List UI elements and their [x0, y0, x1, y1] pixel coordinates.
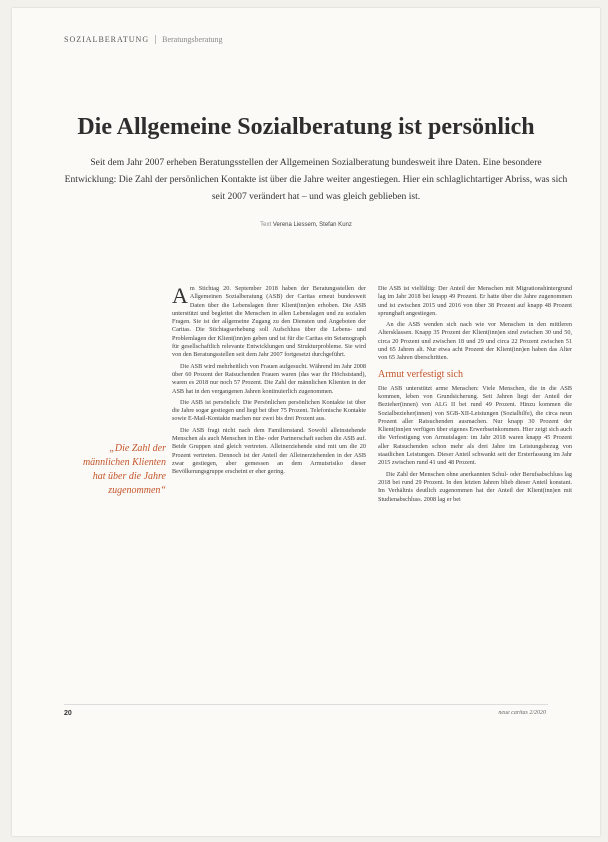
article-column-left — [172, 285, 366, 677]
drop-cap: A — [172, 285, 188, 308]
body-paragraph: Die Zahl der Menschen ohne anerkannten Schul- oder Berufsabschluss lag 2018 bei rund 29 Prozent. In den letzten Jahren blieb dieser Anteil konstant. Im Verhältnis deutlich zugenommen hat der Anteil der Klient(inn)en mit Studienabschluss. 2008 lag er bei — [378, 470, 572, 503]
article-headline: Die Allgemeine Sozialberatung ist persönlich — [77, 114, 535, 140]
article-column-right — [378, 285, 572, 677]
body-paragraph: Die ASB unterstützt arme Menschen: Viele Menschen, die in die ASB kommen, leben von Grundsicherung. Seit Jahren liegt der Anteil der Bezieher(innen) von ALG II bei rund 49 Prozent. Hinzu kommen die Sozialbezieher(innen) von SGB-XII-Leistungen (Sozialhilfe), die circa neun Prozent aller Ratsuchenden ausmachen. Nur knapp 30 Prozent der Klient(inn)en verfügen über eigenes Erwerbseinkommen. Hier zeigt sich auch die Verfestigung von Armutslagen: im Jahr 2018 waren knapp 45 Prozent aller Ratsuchenden schon mehr als drei Jahre im Leistungsbezug von staatlichen Leistungen. Dieser Anteil schwankt seit der Ersterfassung im Jahr 2015 zwischen rund 41 und 48 Prozent. — [378, 384, 572, 467]
author-names: Verena Liessem, Stefan Kunz — [272, 222, 352, 228]
footer-rule — [64, 704, 548, 705]
author-label: Text — [260, 222, 272, 228]
page-number: 20 — [64, 710, 72, 717]
article-lede: Seit dem Jahr 2007 erheben Beratungsstellen der Allgemeinen Sozialberatung bundesweit ihre Daten. Eine besondere Entwicklung: Die Zahl der persönlichen Kontakte ist über die Jahre weiter angestiegen. Hier ein schlaglichtartiger Abriss, was sich seit 2007 verändert hat – und was gleich geblieben ist. — [64, 157, 568, 202]
running-head-section: SOZIALBERATUNG — [64, 35, 150, 44]
running-head-subsection: Beratungsberatung — [155, 35, 222, 44]
pull-quote: „Die Zahl der männlichen Klienten hat über die Jahre zugenommen“ — [82, 443, 166, 496]
body-paragraph: Die ASB ist persönlich: Die Persönlichen persönlichen Kontakte ist über die Jahre sogar gestiegen und liegt bei über 75 Prozent. Telefonische Kontakte sowie E-Mail-Kontakte machen nur zwei bis drei Prozent aus. — [172, 398, 366, 423]
body-paragraph: Die ASB wird mehrheitlich von Frauen aufgesucht. Während im Jahr 2008 über 60 Prozent der Ratsuchenden Frauen waren (das war ihr Höchststand), waren es 2018 nur noch 57 Prozent. Die Zahl der männlichen Klienten in der ASB hat in den vergangenen Jahren kontinuierlich zugenommen. — [172, 362, 366, 395]
body-paragraph: Die ASB ist vielfältig: Der Anteil der Menschen mit Migrationshintergrund lag im Jahr 2018 bei knapp 49 Prozent. Er hatte über die Jahre zugenommen und ist zwischen 2015 und 2016 von über 38 Prozent auf knapp 48 Prozent sprunghaft angestiegen. — [378, 285, 572, 317]
magazine-footer: neue caritas 2/2020 — [498, 710, 546, 716]
intro-paragraph-text: m Stichtag 20. September 2018 haben der Beratungsstellen der Allgemeinen Sozialberatung (ASB) der Caritas erneut bundesweit Daten über die Lebenslagen ihrer Klient(inn)en erhoben. Die ASB unterstützt und begleitet die Menschen in allen Lebenslagen und zu sozialen Fragen. Sie ist der allgemeine Zugang zu den Diensten und Angeboten der Caritas. Die Stichtagserhebung soll Aufschluss über die Lebens- und Problemlagen der Klient(inn)en geben und ist für die Caritas ein Seismograph für gesellschaftlich relevante Entwicklungen und Strukturprobleme. Sie wird von den Beratungsstellen seit dem Jahr 2007 fortgesetzt durchgeführt. — [172, 285, 366, 359]
body-paragraph: Die ASB fragt nicht nach dem Familienstand. Sowohl alleinstehende Menschen als auch Menschen in Ehe- oder Partnerschaft suchen die ASB auf. Beide Gruppen sind gleich vertreten. Alleinerziehende sind mit um die 20 Prozent vertreten. Dennoch ist der Anteil der Alleinerziehenden in der ASB zwar gestiegen, aber gemessen an dem Armutsrisiko dieser Bevölkerungsgruppe erscheint er eher gering. — [172, 426, 366, 476]
section-subhead: Armut verfestigt sich — [378, 368, 463, 380]
running-head — [64, 35, 223, 44]
author-line — [12, 222, 600, 228]
magazine-page — [12, 8, 600, 836]
body-paragraph: An die ASB wenden sich nach wie vor Menschen in den mittleren Altersklassen. Knapp 35 Prozent der Klient(inn)en sind zwischen 30 und 50, circa 20 Prozent und zwischen 18 und 29 und circa 22 Prozent zwischen 51 und 65 Jahren alt. Nur etwa acht Prozent der Klient(inn)en haben das Alter von 65 Jahren überschritten. — [378, 321, 572, 362]
intro-paragraph — [172, 285, 366, 360]
